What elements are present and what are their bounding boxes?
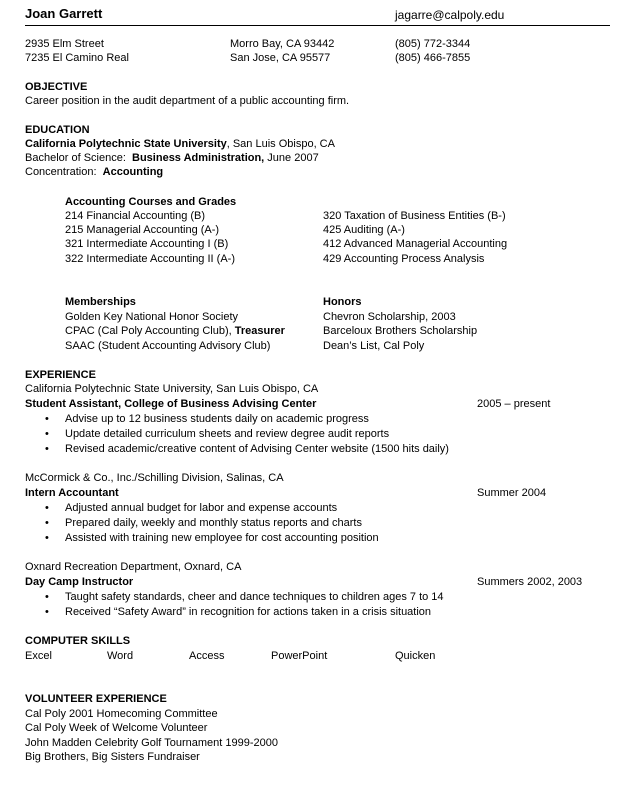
- bullet-icon: •: [45, 591, 49, 603]
- bullet-icon: •: [45, 428, 49, 440]
- degree-date: June 2007: [264, 152, 319, 164]
- degree-prefix: Bachelor of Science:: [25, 152, 133, 164]
- skill-item: PowerPoint: [271, 650, 328, 662]
- address-city-2: San Jose, CA 95577: [230, 52, 331, 64]
- job-organization: McCormick & Co., Inc./Schilling Division, Salinas, CA: [25, 472, 284, 484]
- objective-heading: OBJECTIVE: [25, 81, 88, 93]
- job-title: Day Camp Instructor: [25, 576, 134, 588]
- address-phone-2: (805) 466-7855: [395, 52, 471, 64]
- school-location: , San Luis Obispo, CA: [226, 138, 335, 150]
- course-item: 412 Advanced Managerial Accounting: [323, 238, 508, 250]
- course-item: 322 Intermediate Accounting II (A-): [65, 253, 235, 265]
- bullet-icon: •: [45, 502, 49, 514]
- address-city-1: Morro Bay, CA 93442: [230, 38, 335, 50]
- header-divider: [25, 25, 610, 26]
- address-street-1: 2935 Elm Street: [25, 38, 104, 50]
- job-dates: Summer 2004: [477, 487, 547, 499]
- job-organization: Oxnard Recreation Department, Oxnard, CA: [25, 561, 242, 573]
- volunteer-item: Cal Poly Week of Welcome Volunteer: [25, 722, 208, 734]
- skill-item: Access: [189, 650, 225, 662]
- courses-heading: Accounting Courses and Grades: [65, 196, 237, 208]
- bullet-icon: •: [45, 413, 49, 425]
- skill-item: Quicken: [395, 650, 436, 662]
- membership-role: Treasurer: [234, 325, 285, 337]
- honor-item: Dean’s List, Cal Poly: [323, 340, 425, 352]
- resume-name: Joan Garrett: [25, 6, 103, 21]
- volunteer-heading: VOLUNTEER EXPERIENCE: [25, 693, 167, 705]
- bullet-icon: •: [45, 517, 49, 529]
- volunteer-item: Cal Poly 2001 Homecoming Committee: [25, 708, 218, 720]
- bullet-icon: •: [45, 443, 49, 455]
- course-item: 425 Auditing (A-): [323, 224, 405, 236]
- objective-text: Career position in the audit department of a public accounting firm.: [25, 95, 350, 107]
- skill-item: Word: [107, 650, 134, 662]
- honor-item: Barceloux Brothers Scholarship: [323, 325, 478, 337]
- course-item: 321 Intermediate Accounting I (B): [65, 238, 229, 250]
- bullet-icon: •: [45, 532, 49, 544]
- concentration-prefix: Concentration:: [25, 166, 103, 178]
- address-street-2: 7235 El Camino Real: [25, 52, 129, 64]
- membership-text: CPAC (Cal Poly Accounting Club),: [65, 325, 235, 337]
- volunteer-item: Big Brothers, Big Sisters Fundraiser: [25, 751, 200, 763]
- skill-item: Excel: [25, 650, 52, 662]
- course-item: 215 Managerial Accounting (A-): [65, 224, 220, 236]
- concentration-value: Accounting: [102, 166, 164, 178]
- honor-item: Chevron Scholarship, 2003: [323, 311, 456, 323]
- job-dates: 2005 – present: [477, 398, 551, 410]
- course-item: 214 Financial Accounting (B): [65, 210, 206, 222]
- school-name: California Polytechnic State University: [25, 138, 227, 150]
- job-title: Student Assistant, College of Business Advising Center: [25, 398, 317, 410]
- membership-item: SAAC (Student Accounting Advisory Club): [65, 340, 271, 352]
- email-address: jagarre@calpoly.edu: [395, 8, 505, 22]
- bullet-icon: •: [45, 606, 49, 618]
- education-heading: EDUCATION: [25, 124, 90, 136]
- job-organization: California Polytechnic State University, San Luis Obispo, CA: [25, 383, 319, 395]
- course-item: 429 Accounting Process Analysis: [323, 253, 485, 265]
- membership-item: Golden Key National Honor Society: [65, 311, 239, 323]
- education-degree-line: [25, 151, 319, 165]
- memberships-heading: Memberships: [65, 296, 136, 308]
- skills-heading: COMPUTER SKILLS: [25, 635, 131, 647]
- experience-heading: EXPERIENCE: [25, 369, 96, 381]
- volunteer-item: John Madden Celebrity Golf Tournament 1999-2000: [25, 737, 278, 749]
- honors-heading: Honors: [323, 296, 362, 308]
- address-phone-1: (805) 772-3344: [395, 38, 471, 50]
- education-school-line: [25, 137, 335, 151]
- job-title: Intern Accountant: [25, 487, 119, 499]
- degree-major: Business Administration,: [132, 152, 265, 164]
- job-dates: Summers 2002, 2003: [477, 576, 583, 588]
- membership-item: [65, 324, 285, 338]
- education-concentration-line: [25, 165, 163, 179]
- course-item: 320 Taxation of Business Entities (B-): [323, 210, 506, 222]
